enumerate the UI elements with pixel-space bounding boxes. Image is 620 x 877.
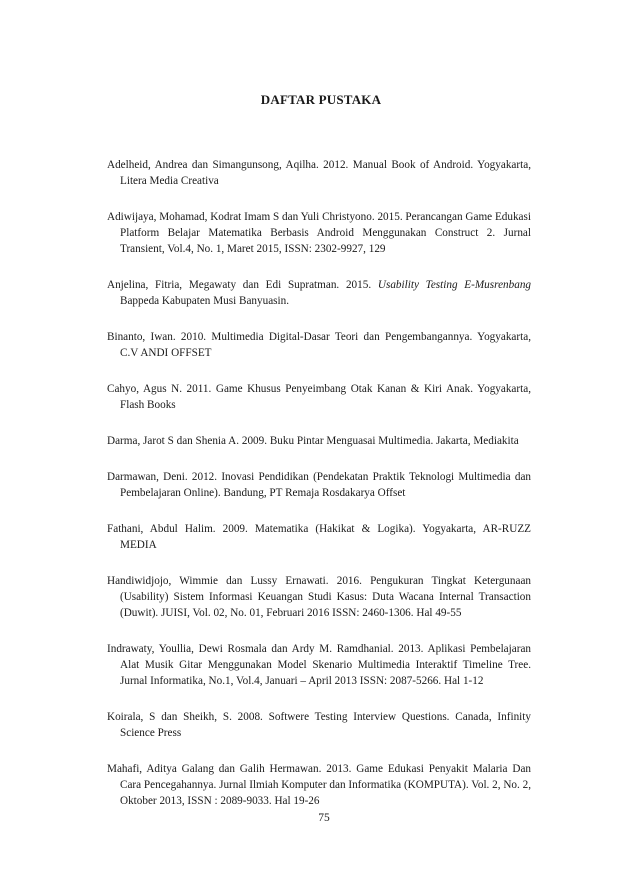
- reference-text: Mahafi, Aditya Galang dan Galih Hermawan. 2013. Game Edukasi Penyakit Malaria Dan Cara Pencegahannya. Jurnal Ilmiah Komputer dan Informatika (KOMPUTA). Vol. 2, No. 2, Oktober 2013, ISSN : 2089-9033. Hal 19-26: [107, 763, 531, 807]
- page-number: 75: [318, 812, 330, 824]
- reference-text: Fathani, Abdul Halim. 2009. Matematika (Hakikat & Logika). Yogyakarta, AR-RUZZ MEDIA: [107, 523, 531, 551]
- reference-entry: [107, 573, 531, 621]
- reference-entry: [107, 381, 531, 413]
- reference-text: Indrawaty, Youllia, Dewi Rosmala dan Ardy M. Ramdhanial. 2013. Aplikasi Pembelajaran Alat Musik Gitar Menggunakan Model Skenario Multimedia Interaktif Timeline Tree. Jurnal Informatika, No.1, Vol.4, Januari – April 2013 ISSN: 2087-5266. Hal 1-12: [107, 643, 531, 687]
- page-title: DAFTAR PUSTAKA: [260, 92, 382, 107]
- reference-text: Binanto, Iwan. 2010. Multimedia Digital-Dasar Teori dan Pengembangannya. Yogyakarta, C.V ANDI OFFSET: [107, 331, 531, 359]
- reference-text: Adelheid, Andrea dan Simangunsong, Aqilha. 2012. Manual Book of Android. Yogyakarta, Litera Media Creativa: [107, 159, 531, 187]
- reference-entry: [107, 209, 531, 257]
- reference-entry: [107, 329, 531, 361]
- reference-text: Darmawan, Deni. 2012. Inovasi Pendidikan (Pendekatan Praktik Teknologi Multimedia dan Pembelajaran Online). Bandung, PT Remaja Rosdakarya Offset: [107, 471, 531, 499]
- reference-entry: [107, 709, 531, 741]
- reference-entry: [107, 433, 531, 449]
- reference-list: [107, 157, 531, 829]
- reference-text: Bappeda Kabupaten Musi Banyuasin.: [120, 295, 290, 307]
- reference-text: Handiwidjojo, Wimmie dan Lussy Ernawati. 2016. Pengukuran Tingkat Ketergunaan (Usability) Sistem Informasi Keuangan Studi Kasus: Duta Wacana Internal Transaction (Duwit). JUISI, Vol. 02, No. 01, Februari 2016 ISSN: 2460-1306. Hal 49-55: [107, 575, 531, 619]
- reference-text: Adiwijaya, Mohamad, Kodrat Imam S dan Yuli Christyono. 2015. Perancangan Game Edukasi Platform Belajar Matematika Berbasis Android Menggunakan Construct 2. Jurnal Transient, Vol.4, No. 1, Maret 2015, ISSN: 2302-9927, 129: [107, 211, 531, 255]
- reference-entry: [107, 157, 531, 189]
- reference-text: Cahyo, Agus N. 2011. Game Khusus Penyeimbang Otak Kanan & Kiri Anak. Yogyakarta, Flash Books: [107, 383, 531, 411]
- reference-text: Koirala, S dan Sheikh, S. 2008. Softwere Testing Interview Questions. Canada, Infinity Science Press: [107, 711, 531, 739]
- reference-entry: [107, 761, 531, 809]
- reference-italic-text: Usability Testing E-Musrenbang: [377, 279, 532, 291]
- reference-entry: [107, 469, 531, 501]
- reference-text: Darma, Jarot S dan Shenia A. 2009. Buku Pintar Menguasai Multimedia. Jakarta, Mediakita: [107, 435, 519, 447]
- reference-entry: [107, 277, 531, 309]
- reference-entry: [107, 641, 531, 689]
- reference-entry: [107, 521, 531, 553]
- reference-text: Anjelina, Fitria, Megawaty dan Edi Supratman. 2015.: [107, 279, 378, 291]
